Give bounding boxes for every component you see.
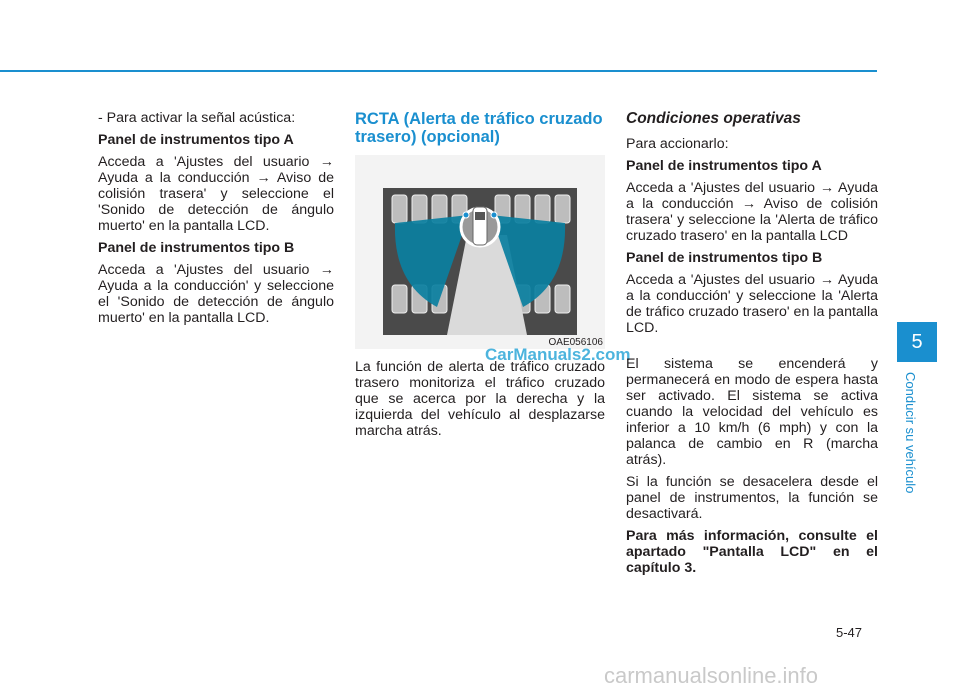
paragraph: Para accionarlo: bbox=[626, 136, 729, 152]
watermark-text: CarManuals2.com bbox=[485, 345, 631, 364]
section-heading: RCTA (Alerta de tráfico cruzado trasero) (opcional) bbox=[355, 110, 603, 146]
chapter-tab: 5 bbox=[897, 322, 937, 362]
chapter-title: Conducir su vehículo bbox=[903, 372, 918, 494]
header-rule bbox=[0, 70, 877, 72]
column-right bbox=[626, 110, 878, 582]
paragraph: Si la función se desacelera desde el panel de instrumentos, la función se desactivará. bbox=[626, 474, 878, 522]
paragraph: Acceda a 'Ajustes del usuario → Ayuda a la conducción' y seleccione el 'Sonido de detección de ángulo muerto' en la pantalla LCD. bbox=[98, 262, 334, 326]
paragraph: La función de alerta de tráfico cruzado trasero monitoriza el tráfico cruzado que se acerca por la derecha y la izquierda del vehículo al desplazarse marcha atrás. bbox=[355, 359, 605, 439]
paragraph: Acceda a 'Ajustes del usuario → Ayuda a la conducción' y seleccione la 'Alerta de tráfico cruzado trasero' en la pantalla LCD. bbox=[626, 272, 878, 336]
column-left bbox=[98, 110, 334, 332]
subheading: Panel de instrumentos tipo A bbox=[98, 132, 294, 148]
paragraph: Acceda a 'Ajustes del usuario → Ayuda a la conducción → Aviso de colisión trasera' y seleccione el 'Sonido de detección de ángulo muerto' en la pantalla LCD. bbox=[98, 154, 334, 234]
rcta-illustration bbox=[355, 155, 605, 349]
subheading: Panel de instrumentos tipo A bbox=[626, 158, 822, 174]
paragraph: Acceda a 'Ajustes del usuario → Ayuda a la conducción → Aviso de colisión trasera' y seleccione la 'Alerta de tráfico cruzado trasero' en la pantalla LCD bbox=[626, 180, 878, 244]
section-heading: Condiciones operativas bbox=[626, 110, 801, 127]
footer-watermark: carmanualsonline.info bbox=[604, 663, 819, 688]
subheading: Panel de instrumentos tipo B bbox=[98, 240, 295, 256]
parking-lot-diagram bbox=[355, 155, 605, 349]
page-number: 5-47 bbox=[836, 625, 863, 640]
paragraph: El sistema se encenderá y permanecerá en modo de espera hasta ser activado. El sistema se activa cuando la velocidad del vehículo es inferior a 10 km/h (6 mph) y con la palanca de cambio en R (marcha atrás). bbox=[626, 356, 878, 468]
figure-code: OAE056106 bbox=[548, 337, 603, 348]
subheading: Panel de instrumentos tipo B bbox=[626, 250, 823, 266]
column-middle bbox=[355, 110, 605, 445]
paragraph: - Para activar la señal acústica: bbox=[98, 110, 296, 126]
paragraph-bold: Para más información, consulte el apartado "Pantalla LCD" en el capítulo 3. bbox=[626, 528, 878, 576]
